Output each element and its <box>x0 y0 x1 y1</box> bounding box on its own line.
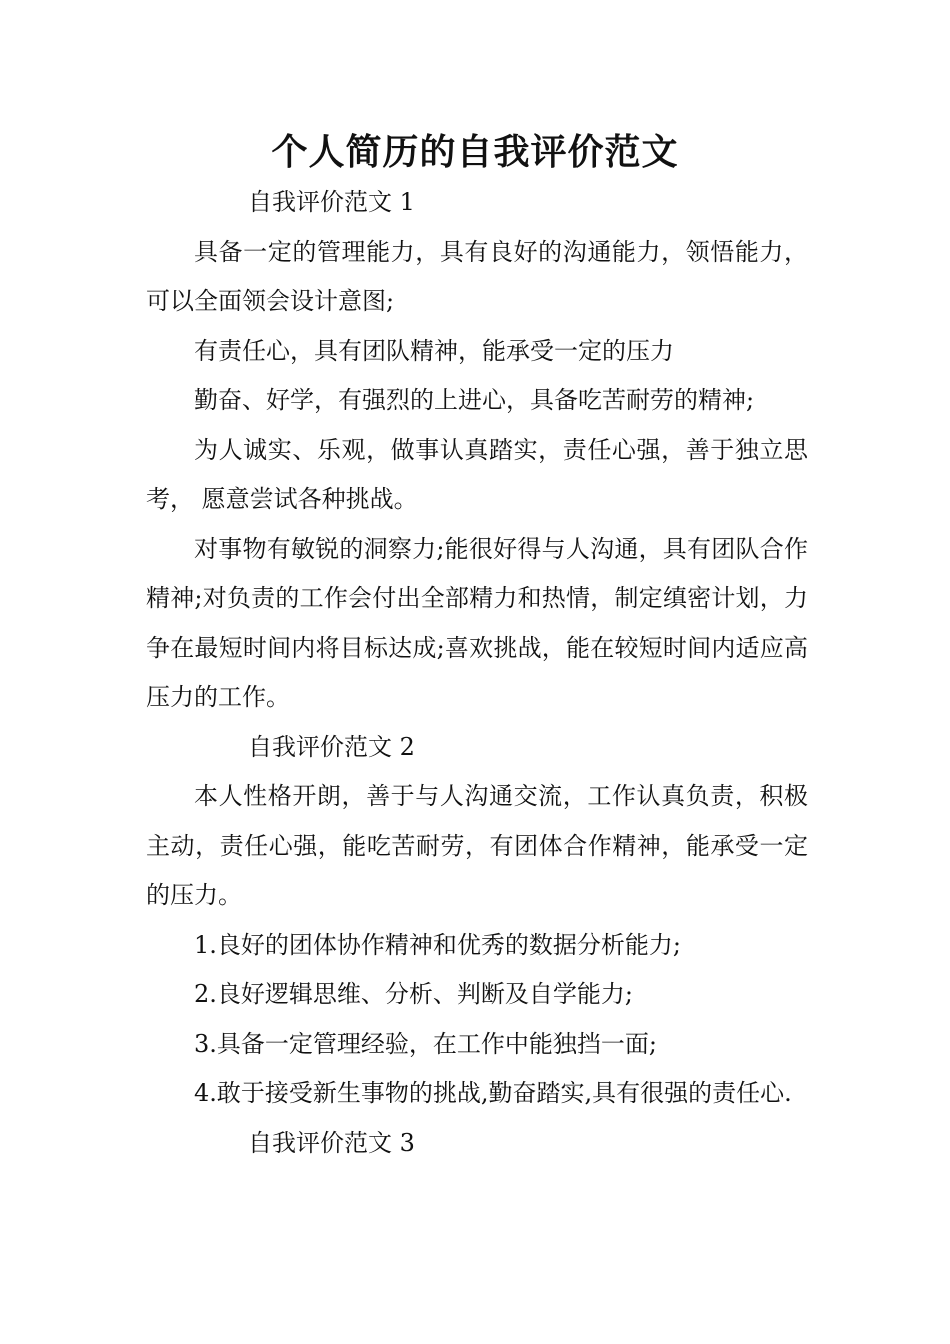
paragraph: 为人诚实、乐观，做事认真踏实，责任心强，善于独立思考， 愿意尝试各种挑战。 <box>146 435 808 513</box>
document-body <box>146 178 808 1168</box>
paragraph: 有责任心，具有团队精神，能承受一定的压力 <box>194 336 674 365</box>
section-heading-3: 自我评价范文 3 <box>248 1128 415 1157</box>
paragraph: 具备一定的管理能力，具有良好的沟通能力，领悟能力，可以全面领会设计意图; <box>146 237 808 315</box>
paragraph: 勤奋、好学，有强烈的上进心，具备吃苦耐劳的精神; <box>194 386 755 414</box>
list-item: 1.良好的团体协作精神和优秀的数据分析能力; <box>194 930 681 959</box>
list-item: 4.敢于接受新生事物的挑战,勤奋踏实,具有很强的责任心. <box>194 1079 792 1107</box>
list-item: 2.良好逻辑思维、分析、判断及自学能力; <box>194 980 633 1008</box>
list-item: 3.具备一定管理经验，在工作中能独挡一面; <box>194 1029 657 1058</box>
paragraph: 对事物有敏锐的洞察力;能很好得与人沟通，具有团队合作精神;对负责的工作会付出全部精力和热情，制定缜密计划，力争在最短时间内将目标达成;喜欢挑战，能在较短时间内适应高压力的工作。 <box>146 534 808 711</box>
paragraph: 本人性格开朗，善于与人沟通交流，工作认真负责，积极主动，责任心强，能吃苦耐劳，有团体合作精神，能承受一定的压力。 <box>146 782 808 909</box>
section-heading-2: 自我评价范文 2 <box>248 732 415 761</box>
section-heading-1: 自我评价范文 1 <box>248 188 415 216</box>
document-title: 个人简历的自我评价范文 <box>271 131 679 173</box>
